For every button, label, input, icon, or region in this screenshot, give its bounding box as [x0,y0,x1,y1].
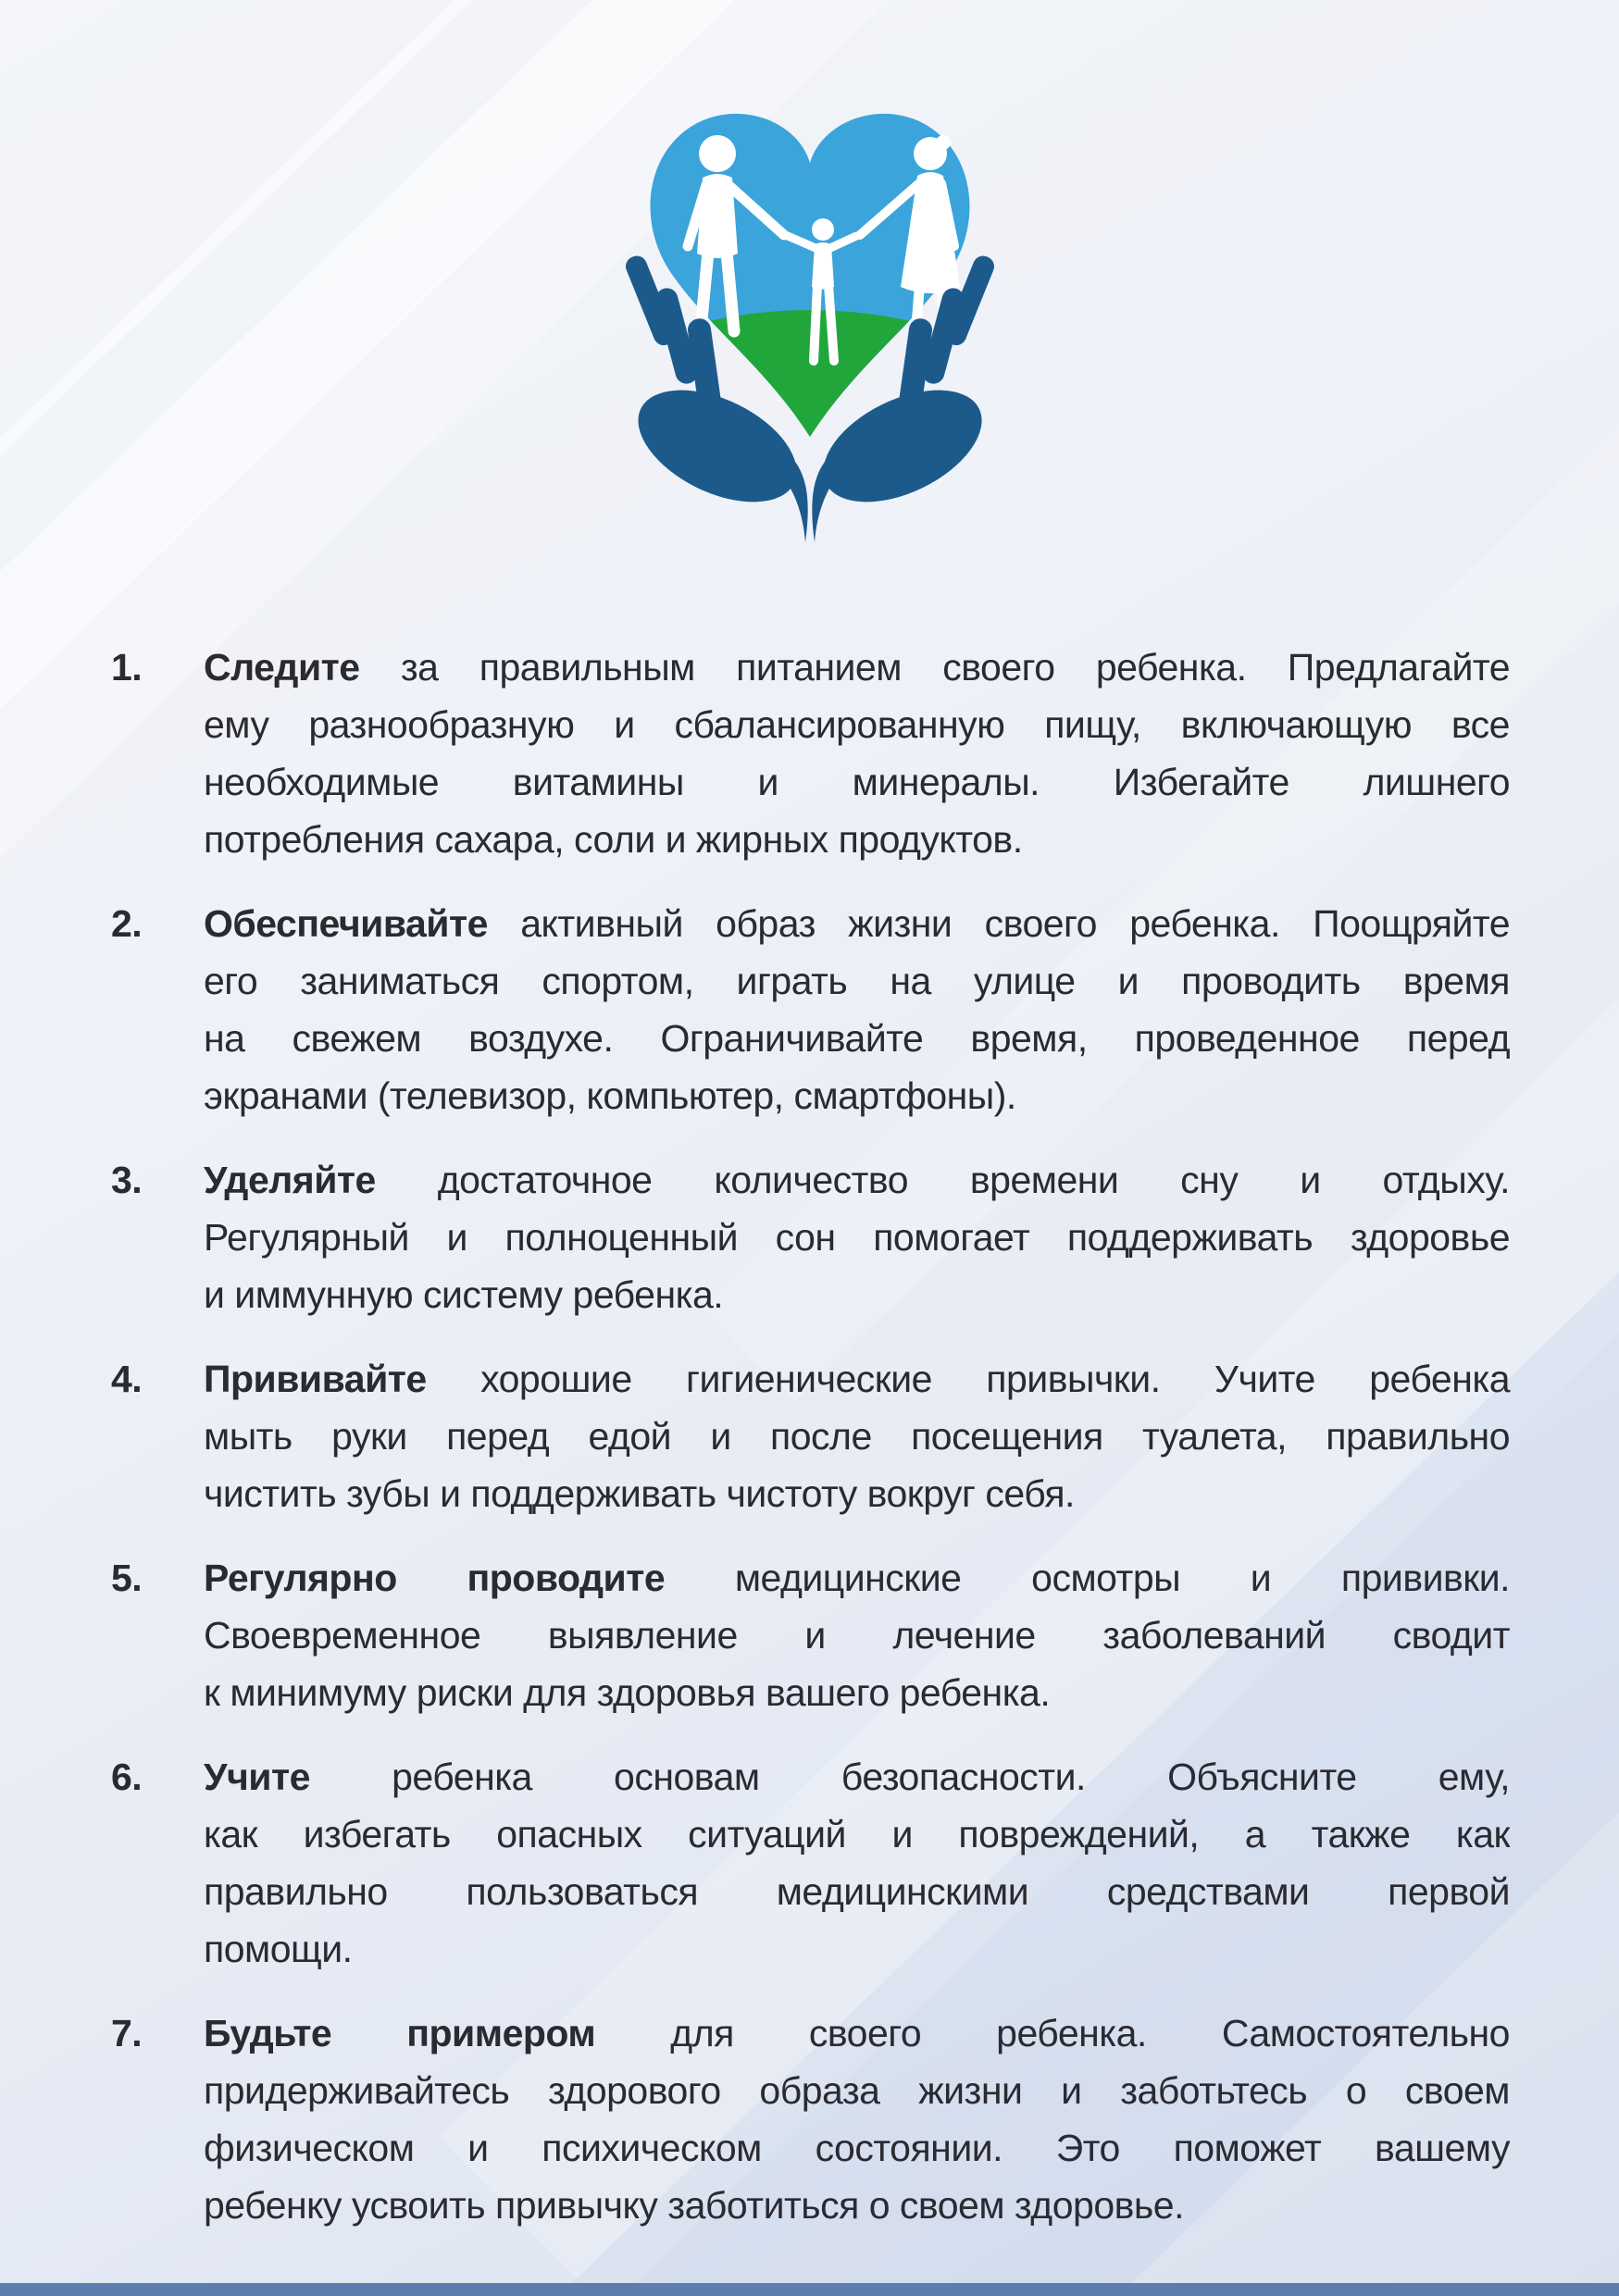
tip-number: 6. [111,1756,143,1798]
tip-line: Регулярный и полноценный сон помогает поддерживать здоровье [204,1216,1510,1259]
tip-item [111,1151,1510,1323]
family-heart-logo-svg [625,96,995,550]
tip-line [204,1151,1510,1209]
tip-text [204,639,1510,868]
tip-line: его заниматься спортом, играть на улице и проводить время [204,960,1510,1002]
tip-line: на свежем воздухе. Ограничивайте время, проведенное перед [204,1017,1510,1060]
tip-line: экранами (телевизор, компьютер, смартфоны). [204,1074,1016,1117]
tip-number: 5. [111,1557,143,1599]
tip-item [111,2004,1510,2234]
family-heart-in-hands-logo-icon [625,96,995,550]
tip-line: Своевременное выявление и лечение заболеваний сводит [204,1614,1510,1657]
tip-item [111,1549,1510,1721]
tip-line [204,1748,1510,1806]
tip-item [111,1350,1510,1522]
tip-lead: Будьте примером [204,2012,596,2054]
tip-line: потребления сахара, соли и жирных продуктов. [204,818,1023,861]
tip-line-text: ребенка основам безопасности. Объясните ему, [392,1756,1510,1798]
tip-line [204,1549,1510,1607]
tip-number: 2. [111,902,143,945]
tips-list [111,639,1510,2261]
tip-line [204,895,1510,952]
tip-lead: Уделяйте [204,1159,376,1201]
tip-line: чистить зубы и поддерживать чистоту вокруг себя. [204,1472,1075,1515]
tip-line-text: достаточное количество времени сну и отдыху. [437,1159,1510,1201]
tip-lead: Обеспечивайте [204,902,488,945]
tip-line: физическом и психическом состоянии. Это поможет вашему [204,2127,1510,2169]
tip-lead: Регулярно проводите [204,1557,666,1599]
tip-lead: Учите [204,1756,310,1798]
tip-text [204,1350,1510,1522]
tip-item [111,639,1510,868]
tip-line-text: для своего ребенка. Самостоятельно [670,2012,1510,2054]
tip-number: 4. [111,1358,143,1400]
tip-line: помощи. [204,1928,353,1970]
tip-item [111,895,1510,1124]
tip-line-text: медицинские осмотры и прививки. [734,1557,1511,1599]
tip-line: к минимуму риски для здоровья вашего ребенка. [204,1671,1051,1714]
tip-line [204,2004,1510,2062]
tip-line [204,1350,1510,1408]
tip-number: 3. [111,1159,143,1201]
tip-line-text: активный образ жизни своего ребенка. Поощряйте [520,902,1510,945]
tip-text [204,1549,1510,1721]
tip-item [111,1748,1510,1978]
father-figure [699,135,736,172]
tip-line: правильно пользоваться медицинскими средствами первой [204,1870,1510,1913]
tip-lead: Прививайте [204,1358,427,1400]
tip-line-text: за правильным питанием своего ребенка. Предлагайте [400,646,1510,689]
tip-number: 7. [111,2012,143,2054]
child-figure [812,218,834,241]
tip-line: и иммунную систему ребенка. [204,1273,724,1316]
tip-line: ему разнообразную и сбалансированную пищу, включающую все [204,703,1510,746]
tip-line-text: хорошие гигиенические привычки. Учите ребенка [480,1358,1510,1400]
tip-line [204,639,1510,696]
tip-number: 1. [111,646,143,689]
tip-line: мыть руки перед едой и после посещения туалета, правильно [204,1415,1510,1458]
tip-line: ребенку усвоить привычку заботиться о своем здоровье. [204,2184,1184,2227]
tip-text [204,2004,1510,2234]
tip-text [204,1748,1510,1978]
tip-text [204,1151,1510,1323]
tip-line: как избегать опасных ситуаций и повреждений, а также как [204,1813,1510,1855]
tip-line: необходимые витамины и минералы. Избегайте лишнего [204,761,1510,803]
tip-text [204,895,1510,1124]
footer-accent-bar [0,2283,1619,2296]
tip-line: придерживайтесь здорового образа жизни и заботьтесь о своем [204,2069,1510,2112]
tip-lead: Следите [204,646,360,689]
